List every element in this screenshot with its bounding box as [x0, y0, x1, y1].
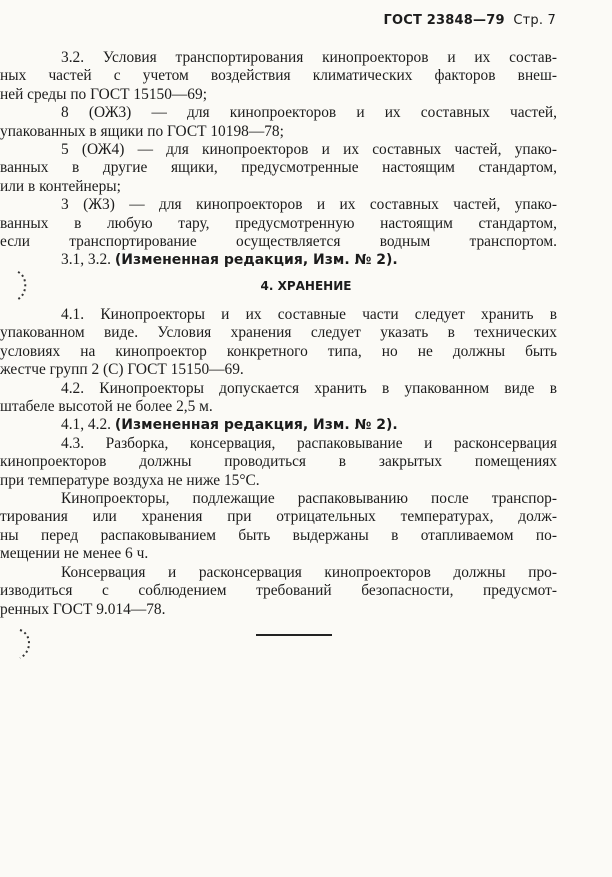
section-title: 4. ХРАНЕНИЕ — [260, 279, 352, 293]
text-line: Кинопроекторы, подлежащие распаковыванию после транспор- — [61, 490, 557, 508]
text-line: тирования или хранения при отрицательных температурах, долж- — [0, 508, 557, 526]
standard-number: ГОСТ 23848—79 — [383, 13, 505, 28]
text-line: ренных ГОСТ 9.014—78. — [0, 600, 166, 618]
text-line: при температуре воздуха не ниже 15°С. — [0, 471, 260, 489]
text-line: ванных в другие ящики, предусмотренные настоящим стандартом, — [0, 159, 557, 177]
text-line: 4.2. Кинопроекторы допускается хранить в упакованном виде в — [61, 379, 557, 397]
text-line: штабеле высотой не более 2,5 м. — [0, 398, 213, 416]
text-line: ней среды по ГОСТ 15150—69; — [0, 85, 207, 103]
text-line: мещении не менее 6 ч. — [0, 545, 149, 563]
text-line: изводиться с соблюдением требований безопасности, предусмот- — [0, 582, 557, 600]
page-header — [384, 13, 557, 28]
page-number: Стр. 7 — [513, 13, 556, 28]
text-line: 3.2. Условия транспортирования кинопроекторов и их состав- — [61, 49, 557, 66]
text-line: жестче групп 2 (С) ГОСТ 15150—69. — [0, 361, 244, 379]
text-line: ных частей с учетом воздействия климатических факторов внеш- — [0, 67, 557, 85]
text-line: упакованном виде. Условия хранения следует указать в технических — [0, 324, 557, 342]
text-line: 8 (ОЖ3) — для кинопроекторов и их составных частей, — [61, 104, 557, 122]
amendment-ref: 4.1, 4.2. — [61, 416, 112, 434]
text-line: ны перед распаковыванием быть выдержаны в отапливаемом по- — [0, 526, 557, 544]
text-line: если транспортирование осуществляется водным транспортом. — [0, 233, 557, 251]
text-line: упакованных в ящики по ГОСТ 10198—78; — [0, 122, 284, 140]
text-line: 5 (ОЖ4) — для кинопроекторов и их составных частей, упако- — [61, 141, 557, 159]
amendment-note — [61, 416, 557, 434]
text-line: условиях на кинопроектор конкретного типа, но не должны быть — [0, 342, 557, 360]
amendment-note — [61, 251, 557, 269]
amendment-text: (Измененная редакция, Изм. № 2). — [114, 252, 398, 269]
text-line: 4.1. Кинопроекторы и их составные части следует хранить в — [61, 306, 557, 323]
amendment-ref: 3.1, 3.2. — [61, 251, 112, 269]
binding-hole-mark-icon — [4, 268, 32, 304]
section-3-2 — [0, 49, 557, 270]
text-line: кинопроекторов должны проводиться в закрытых помещениях — [0, 453, 557, 471]
binding-hole-mark-icon — [8, 626, 36, 662]
text-line: или в контейнеры; — [0, 177, 121, 195]
text-line: 3 (Ж3) — для кинопроекторов и их составных частей, упако- — [61, 196, 557, 214]
amendment-text: (Измененная редакция, Изм. № 2). — [114, 417, 398, 434]
text-line: Консервация и расконсервация кинопроекторов должны про- — [61, 563, 557, 581]
section-4 — [0, 306, 557, 619]
text-line: 4.3. Разборка, консервация, распаковывание и расконсервация — [61, 434, 557, 452]
end-rule — [256, 634, 332, 636]
text-line: ванных в любую тару, предусмотренную настоящим стандартом, — [0, 214, 557, 232]
